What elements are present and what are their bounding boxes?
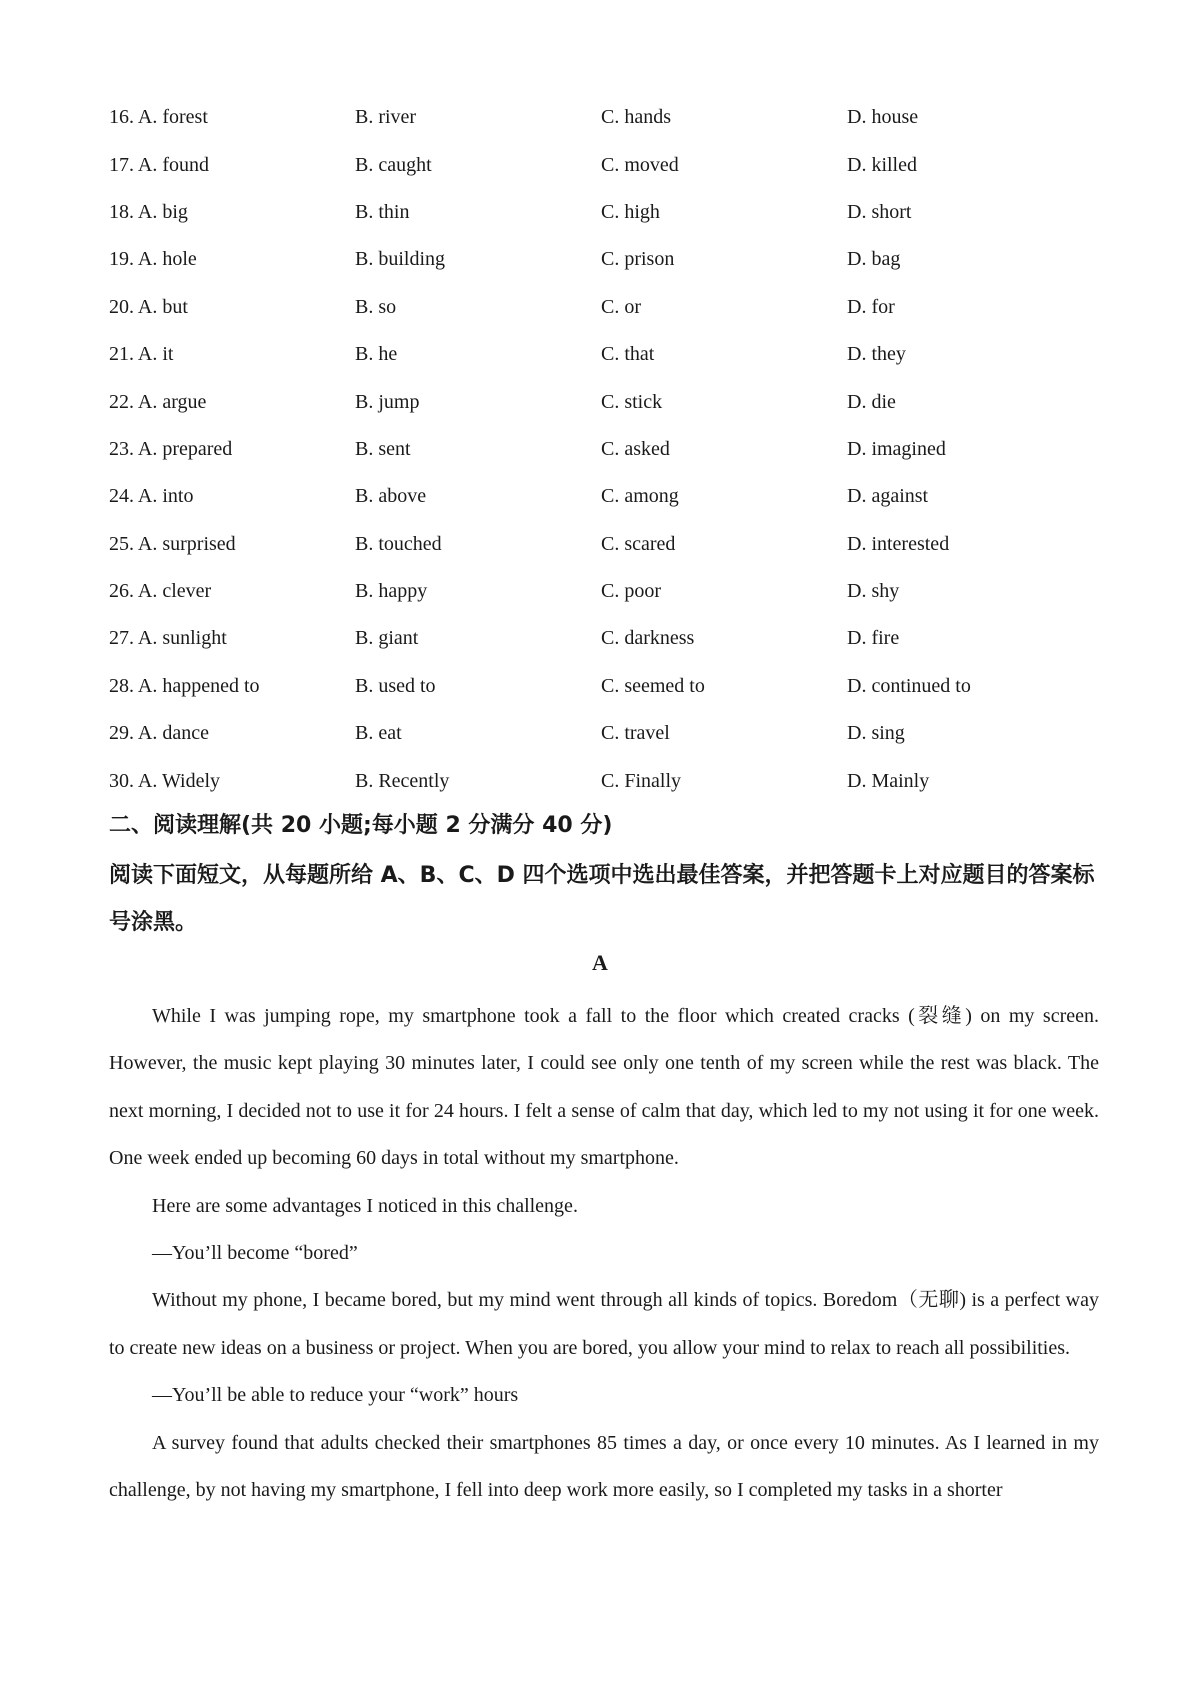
option-b: B. giant [355, 627, 419, 650]
option-c: C. poor [601, 580, 661, 603]
option-c: C. high [601, 200, 660, 223]
option-c: C. Finally [601, 769, 682, 792]
option-c: C. moved [601, 153, 679, 176]
question-option-row [109, 757, 1109, 804]
option-d: D. bag [847, 248, 901, 271]
option-d: D. die [847, 390, 896, 413]
option-d: D. continued to [847, 674, 971, 697]
question-option-row [109, 521, 1109, 568]
option-b: B. thin [355, 200, 410, 223]
option-b: B. river [355, 106, 417, 129]
option-d: D. imagined [847, 437, 946, 460]
option-d: D. Mainly [847, 769, 930, 792]
cloze-options-list [109, 94, 1109, 805]
option-a: 20. A. but [109, 295, 188, 318]
option-b: B. caught [355, 153, 432, 176]
option-a: 19. A. hole [109, 248, 197, 271]
option-c: C. travel [601, 722, 670, 745]
option-a: 16. A. forest [109, 106, 208, 129]
option-b: B. jump [355, 390, 420, 413]
question-option-row [109, 94, 1109, 141]
option-b: B. sent [355, 437, 411, 460]
option-c: C. seemed to [601, 674, 705, 697]
question-option-row [109, 378, 1109, 425]
option-c: C. darkness [601, 627, 695, 650]
option-b: B. building [355, 248, 446, 271]
option-d: D. sing [847, 722, 905, 745]
option-a: 28. A. happened to [109, 674, 260, 697]
question-option-row [109, 568, 1109, 615]
option-d: D. shy [847, 580, 900, 603]
option-c: C. asked [601, 437, 670, 460]
section-heading: 二、阅读理解(共 20 小题;每小题 2 分满分 40 分) [109, 813, 613, 838]
option-a: 22. A. argue [109, 390, 207, 413]
option-a: 18. A. big [109, 200, 188, 223]
option-d: D. they [847, 343, 906, 366]
passage-paragraph: Without my phone, I became bored, but my mind went through all kinds of topics. Boredom（无聊) is a perfect way to create new ideas on a business or project. When you are bored, you allow your mind to relax to reach all possibilities. [109, 1289, 1099, 1359]
option-a: 27. A. sunlight [109, 627, 227, 650]
option-c: C. or [601, 295, 641, 318]
option-d: D. killed [847, 153, 917, 176]
passage-paragraph: Here are some advantages I noticed in this challenge. [152, 1194, 578, 1217]
question-option-row [109, 141, 1109, 188]
option-b: B. above [355, 485, 427, 508]
option-a: 24. A. into [109, 485, 194, 508]
option-a: 23. A. prepared [109, 437, 233, 460]
question-option-row [109, 710, 1109, 757]
option-a: 17. A. found [109, 153, 209, 176]
option-a: 26. A. clever [109, 580, 212, 603]
question-option-row [109, 426, 1109, 473]
passage-title: A [592, 950, 608, 975]
option-b: B. Recently [355, 769, 450, 792]
option-a: 21. A. it [109, 343, 174, 366]
option-d: D. against [847, 485, 929, 508]
option-d: D. fire [847, 627, 900, 650]
passage-body [109, 993, 1099, 1514]
option-b: B. he [355, 343, 398, 366]
option-d: D. interested [847, 532, 950, 555]
option-b: B. so [355, 295, 397, 318]
option-c: C. scared [601, 532, 676, 555]
passage-paragraph: A survey found that adults checked their smartphones 85 times a day, or once every 10 minutes. As I learned in my challenge, by not having my smartphone, I fell into deep work more easily, so I completed my tasks in a shorter [109, 1431, 1099, 1502]
option-b: B. eat [355, 722, 402, 745]
option-d: D. short [847, 200, 912, 223]
section-instruction: 阅读下面短文，从每题所给 A、B、C、D 四个选项中选出最佳答案，并把答题卡上对应题目的答案标号涂黑。 [109, 863, 1095, 935]
option-a: 29. A. dance [109, 722, 209, 745]
option-c: C. prison [601, 248, 675, 271]
option-d: D. for [847, 295, 895, 318]
passage-subheading: —You’ll become “bored” [152, 1242, 358, 1265]
question-option-row [109, 284, 1109, 331]
passage-subheading: —You’ll be able to reduce your “work” hours [152, 1384, 519, 1407]
question-option-row [109, 331, 1109, 378]
question-option-row [109, 189, 1109, 236]
option-b: B. touched [355, 532, 442, 555]
question-option-row [109, 615, 1109, 662]
option-a: 30. A. Widely [109, 769, 221, 792]
option-c: C. that [601, 343, 655, 366]
question-option-row [109, 473, 1109, 520]
option-d: D. house [847, 106, 919, 129]
option-c: C. among [601, 485, 679, 508]
option-b: B. used to [355, 674, 436, 697]
question-option-row [109, 663, 1109, 710]
option-a: 25. A. surprised [109, 532, 236, 555]
option-c: C. stick [601, 390, 663, 413]
option-b: B. happy [355, 580, 428, 603]
passage-paragraph: While I was jumping rope, my smartphone took a fall to the floor which created cracks (裂缝) on my screen. However, the music kept playing 30 minutes later, I could see only one tenth of my screen while the rest was black. The next morning, I decided not to use it for 24 hours. I felt a sense of calm that day, which led to my not using it for one week. One week ended up becoming 60 days in total without my smartphone. [109, 1005, 1099, 1170]
question-option-row [109, 236, 1109, 283]
option-c: C. hands [601, 106, 671, 129]
